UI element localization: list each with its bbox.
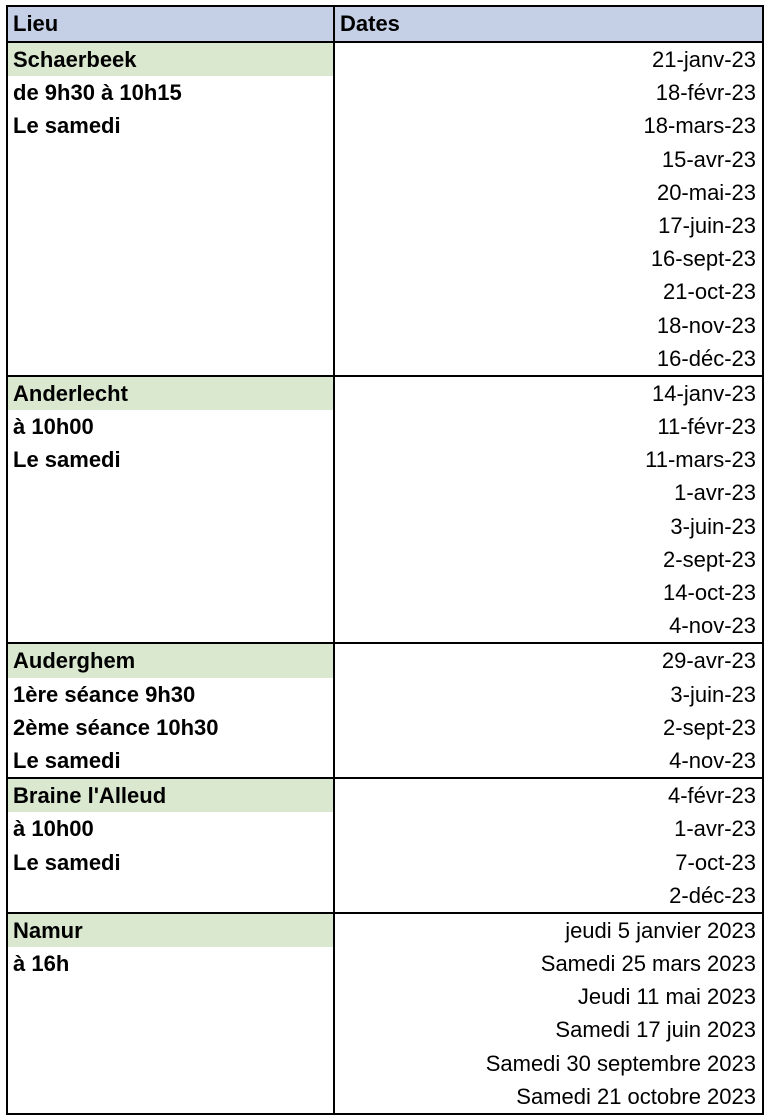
column-header-lieu: Lieu bbox=[8, 7, 333, 41]
date-entry: 4-févr-23 bbox=[667, 783, 756, 809]
date-entry: Samedi 21 octobre 2023 bbox=[516, 1083, 756, 1109]
location-cell bbox=[8, 377, 333, 643]
date-entry: 1-avr-23 bbox=[674, 816, 756, 842]
date-entry: 11-févr-23 bbox=[657, 414, 756, 440]
dates-cell bbox=[333, 914, 762, 1113]
location-group bbox=[8, 43, 762, 377]
location-cell bbox=[8, 914, 333, 1113]
table-body bbox=[8, 43, 762, 1113]
location-group bbox=[8, 914, 762, 1113]
date-entry: 16-sept-23 bbox=[650, 246, 756, 272]
date-entry: 29-avr-23 bbox=[661, 648, 756, 674]
date-entry: Samedi 30 septembre 2023 bbox=[485, 1050, 756, 1076]
date-entry: 17-juin-23 bbox=[658, 212, 756, 238]
date-entry: Samedi 17 juin 2023 bbox=[555, 1017, 756, 1043]
location-cell bbox=[8, 644, 333, 777]
date-entry: 14-oct-23 bbox=[663, 580, 756, 605]
date-entry: 7-oct-23 bbox=[675, 849, 756, 875]
location-cell bbox=[8, 43, 333, 375]
date-entry: 14-janv-23 bbox=[652, 380, 756, 406]
location-info: 2ème séance 10h30 bbox=[13, 714, 219, 740]
dates-cell bbox=[333, 644, 762, 777]
date-entry: Jeudi 11 mai 2023 bbox=[577, 984, 756, 1010]
date-entry: 21-janv-23 bbox=[652, 47, 756, 72]
location-info: 1ère séance 9h30 bbox=[13, 681, 196, 707]
dates-cell bbox=[333, 377, 762, 643]
date-entry: 2-déc-23 bbox=[669, 882, 756, 908]
date-entry: jeudi 5 janvier 2023 bbox=[565, 917, 756, 943]
column-header-dates: Dates bbox=[333, 7, 762, 41]
location-name: Anderlecht bbox=[8, 377, 333, 410]
date-entry: 3-juin-23 bbox=[670, 513, 756, 539]
location-info: à 16h bbox=[13, 951, 70, 977]
date-entry: 15-avr-23 bbox=[661, 146, 756, 172]
location-group bbox=[8, 644, 762, 779]
location-group bbox=[8, 377, 762, 645]
date-entry: Samedi 25 mars 2023 bbox=[540, 951, 756, 977]
date-entry: 16-déc-23 bbox=[656, 345, 756, 371]
date-entry: 4-nov-23 bbox=[669, 613, 756, 639]
location-info: Le samedi bbox=[13, 447, 121, 473]
location-name: Schaerbeek bbox=[8, 43, 333, 76]
location-info: Le samedi bbox=[13, 849, 121, 875]
location-cell bbox=[8, 779, 333, 912]
date-entry: 4-nov-23 bbox=[669, 747, 756, 773]
location-name: Auderghem bbox=[8, 644, 333, 677]
dates-cell bbox=[333, 43, 762, 375]
date-entry: 21-oct-23 bbox=[663, 279, 756, 305]
table-header-row bbox=[8, 7, 762, 43]
date-entry: 18-mars-23 bbox=[643, 113, 756, 139]
location-info: à 10h00 bbox=[13, 414, 94, 440]
date-entry: 3-juin-23 bbox=[670, 681, 756, 707]
location-group bbox=[8, 779, 762, 914]
date-entry: 2-sept-23 bbox=[663, 714, 756, 740]
dates-cell bbox=[333, 779, 762, 912]
date-entry: 18-nov-23 bbox=[656, 312, 756, 338]
location-name: Namur bbox=[8, 914, 333, 947]
location-info: à 10h00 bbox=[13, 816, 94, 842]
date-entry: 2-sept-23 bbox=[663, 546, 756, 572]
location-info: de 9h30 à 10h15 bbox=[13, 80, 182, 106]
date-entry: 11-mars-23 bbox=[645, 447, 756, 473]
date-entry: 1-avr-23 bbox=[674, 480, 756, 506]
location-info: Le samedi bbox=[13, 113, 121, 139]
schedule-table bbox=[6, 5, 764, 1115]
date-entry: 20-mai-23 bbox=[656, 179, 756, 205]
date-entry: 18-févr-23 bbox=[655, 80, 756, 106]
location-info: Le samedi bbox=[13, 747, 121, 773]
location-name: Braine l'Alleud bbox=[8, 779, 333, 812]
